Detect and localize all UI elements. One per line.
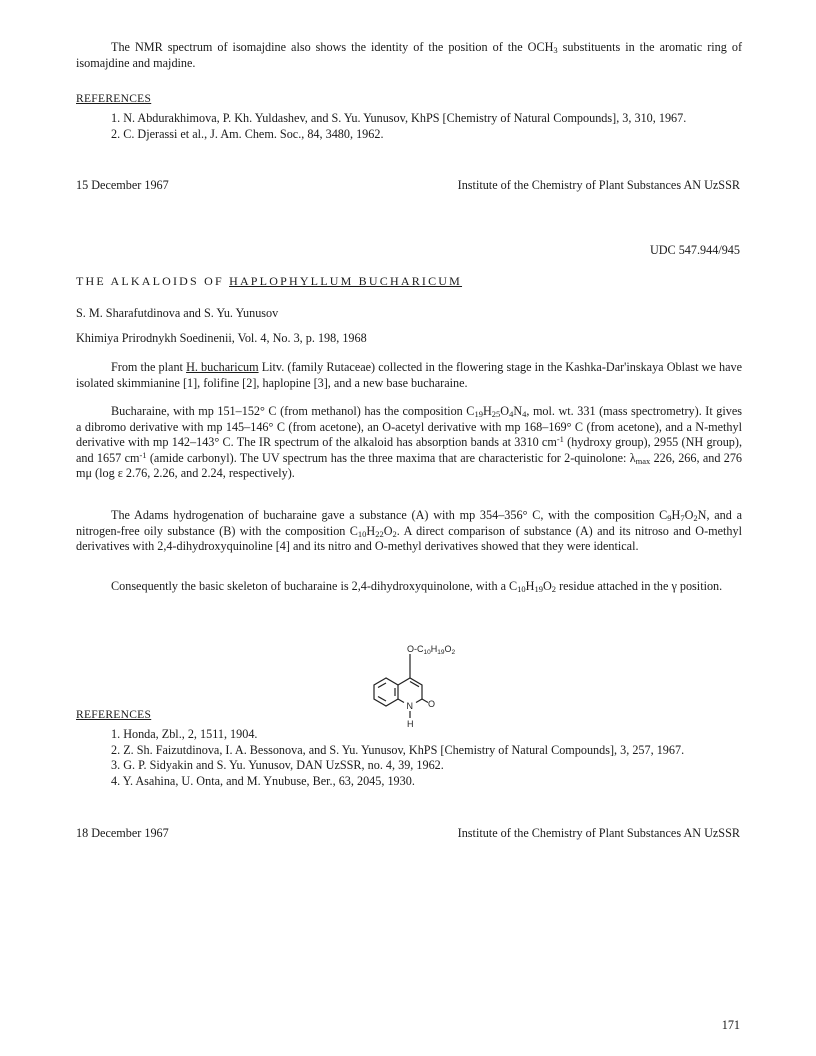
paragraph-1: From the plant H. bucharicum Litv. (family Rutaceae) collected in the flowering stage in the Kashka-Dar'inskaya Oblast we have isolated skimmianine [1], folifine [2], haplopine [3], and a new base bucharaine. — [76, 360, 743, 390]
plant-name: H. bucharicum — [186, 360, 259, 374]
journal-citation: Khimiya Prirodnykh Soedinenii, Vol. 4, No. 3, p. 198, 1968 — [76, 331, 367, 345]
paragraph-4: Consequently the basic skeleton of bucharaine is 2,4-dihydroxyquinolone, with a $C_{10}H_{19}O_2$ residue attached in the γ position. — [111, 579, 723, 594]
title-plant-name: HAPLOPHYLLUM BUCHARICUM — [229, 274, 463, 288]
author-list: S. M. Sharafutdinova and S. Yu. Yunusov — [76, 306, 279, 320]
carbonyl-oxygen-label: O — [428, 699, 436, 709]
nh-hydrogen-label: H — [407, 719, 414, 729]
substituent-label: $O-C_{10}H_{19}O_2$ — [407, 644, 456, 656]
previous-article-closing — [76, 40, 742, 71]
reference-item: 1. N. Abdurakhimova, P. Kh. Yuldashev, and S. Yu. Yunusov, KhPS [Chemistry of Natural Compounds], 3, 310, 1967. — [111, 111, 687, 125]
references-list — [76, 727, 742, 789]
previous-article-institute: Institute of the Chemistry of Plant Substances AN UzSSR — [457, 178, 740, 192]
previous-article-date: 15 December 1967 — [76, 178, 169, 192]
reference-item: 4. Y. Asahina, U. Onta, and M. Ynubuse, Ber., 63, 2045, 1930. — [111, 773, 415, 788]
paragraph-3: The Adams hydrogenation of bucharaine gave a substance (A) with mp 354–356° C, with the composition $C_9H_7O_2N$, and a nitrogen-free oily substance (B) with the composition $C_{10}H_{22}O_2$. A direct comparison of substance (A) and its nitroso and O-methyl derivatives with 2,4-dihydroxyquinoline [4] and its nitro and O-methyl derivatives showed that they were identical. — [76, 508, 742, 553]
article-date: 18 December 1967 — [76, 826, 169, 840]
chemical-structure — [368, 632, 458, 742]
article-institute: Institute of the Chemistry of Plant Substances AN UzSSR — [457, 826, 740, 840]
references-heading: REFERENCES — [76, 709, 152, 721]
page-number: 171 — [721, 1018, 740, 1032]
reference-item: 2. Z. Sh. Faizutdinova, I. A. Bessonova, and S. Yu. Yunusov, KhPS [Chemistry of Natural Compounds], 3, 257, 1967. — [111, 742, 685, 757]
article-title: THE ALKALOIDS OF HAPLOPHYLLUM BUCHARICUM — [76, 274, 463, 288]
udc-code: UDC 547.944/945 — [649, 243, 740, 257]
previous-references-list — [76, 111, 742, 142]
quinolone-structure-diagram — [368, 632, 458, 742]
paragraph-2: Bucharaine, with mp 151–152° C (from methanol) has the composition $C_{19}H_{25}O_4N_4$, mol. wt. 331 (mass spectrometry). It gives a dibromo derivative with mp 145–146° C (from acetone), an O-acetyl derivative with mp 168–169° C (from acetone), and a N-methyl derivative with mp 142–143° C. The IR spectrum of the alkaloid has absorption bands at 3310 $cm^{-1}$ (hydroxy group), 2955 (NH group), and 1657 $cm^{-1}$ (amide carbonyl). The UV spectrum has the three maxima that are characteristic for 2-quinolone: $\lambda_{max}$ 226, 266, and 276 mμ (log ε 2.76, 2.26, and 2.24, respectively). — [76, 404, 743, 480]
reference-item: 3. G. P. Sidyakin and S. Yu. Yunusov, DAN UzSSR, no. 4, 39, 1962. — [111, 758, 444, 772]
reference-item: 2. C. Djerassi et al., J. Am. Chem. Soc., 84, 3480, 1962. — [111, 126, 384, 141]
closing-paragraph: The NMR spectrum of isomajdine also shows the identity of the position of the $OCH_3$ substituents in the aromatic ring of isomajdine and majdine. — [76, 40, 743, 70]
benzene-ring — [374, 678, 398, 706]
previous-references-heading: REFERENCES — [76, 93, 152, 105]
reference-item: 1. Honda, Zbl., 2, 1511, 1904. — [111, 727, 258, 741]
ring-nitrogen-label: N — [406, 701, 413, 711]
